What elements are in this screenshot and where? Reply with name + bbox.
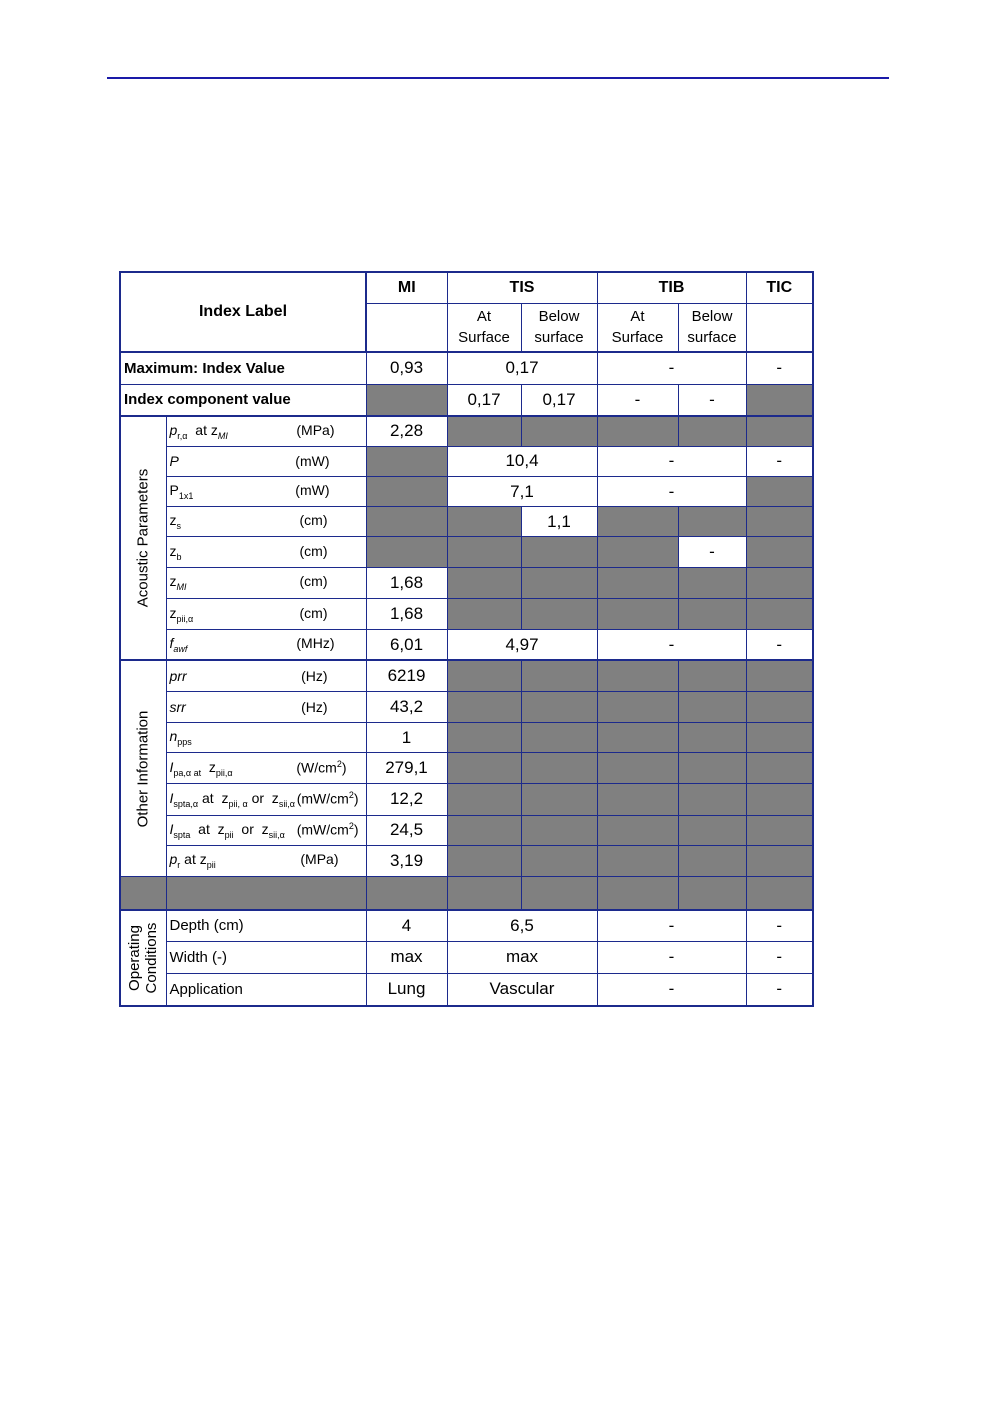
- p1x1-tis: 7,1: [447, 476, 597, 506]
- param-prr-label: prr: [169, 667, 187, 684]
- shaded-cell: [746, 476, 813, 506]
- tis-below-surface-header: [521, 303, 597, 352]
- tib-at-line2: Surface: [611, 329, 664, 347]
- tib-at-line1: At: [630, 308, 645, 326]
- param-fawf-unit: (MHz): [296, 635, 335, 652]
- param-srr-label: srr: [169, 698, 186, 715]
- component-tib-at: -: [597, 384, 678, 416]
- shaded-cell: [447, 598, 521, 629]
- shaded-cell: [521, 660, 597, 691]
- ipa-mi: 279,1: [366, 753, 447, 784]
- shaded-cell: [597, 877, 678, 910]
- shaded-cell: [597, 815, 678, 845]
- application-tic: -: [746, 973, 813, 1005]
- shaded-cell: [447, 815, 521, 845]
- ispta-alpha-mi: 12,2: [366, 784, 447, 815]
- shaded-cell: [521, 845, 597, 876]
- fawf-tib: -: [597, 630, 746, 660]
- shaded-cell: [521, 537, 597, 567]
- shaded-cell: [597, 660, 678, 691]
- shaded-cell: [597, 598, 678, 629]
- shaded-cell: [678, 416, 746, 446]
- prr-mi: 6219: [366, 660, 447, 691]
- component-tis-at: 0,17: [447, 384, 521, 416]
- shaded-cell: [597, 845, 678, 876]
- mi-subheader-empty: [366, 303, 447, 352]
- shaded-cell: [366, 446, 447, 476]
- component-tis-below: 0,17: [521, 384, 597, 416]
- param-p: [166, 446, 366, 476]
- max-index-mi: 0,93: [366, 352, 447, 384]
- mi-header: MI: [366, 272, 447, 303]
- fawf-tis: 4,97: [447, 630, 597, 660]
- shaded-cell: [447, 507, 521, 537]
- shaded-cell: [597, 507, 678, 537]
- max-index-tic: -: [746, 352, 813, 384]
- shaded-cell: [746, 877, 813, 910]
- operating-group-label-1: Operating: [126, 924, 144, 991]
- npps-mi: 1: [366, 722, 447, 752]
- shaded-cell: [597, 753, 678, 784]
- tis-below-line2: surface: [534, 329, 584, 347]
- shaded-cell: [746, 691, 813, 722]
- p-tis: 10,4: [447, 446, 597, 476]
- zmi-mi: 1,68: [366, 567, 447, 598]
- shaded-cell: [678, 660, 746, 691]
- tib-at-surface-header: [597, 303, 678, 352]
- max-index-tib: -: [597, 352, 746, 384]
- tib-below-line1: Below: [691, 308, 733, 326]
- header-rule: [107, 77, 889, 79]
- shaded-cell: [746, 815, 813, 845]
- shaded-cell: [678, 877, 746, 910]
- shaded-cell: [678, 722, 746, 752]
- shaded-cell: [521, 416, 597, 446]
- param-srr-unit: (Hz): [301, 698, 328, 715]
- shaded-cell: [521, 753, 597, 784]
- shaded-cell: [746, 567, 813, 598]
- other-group-label: Other Information: [134, 710, 152, 827]
- shaded-cell: [597, 784, 678, 815]
- shaded-cell: [746, 416, 813, 446]
- shaded-cell: [447, 567, 521, 598]
- param-zs-unit: (cm): [299, 512, 328, 529]
- param-pr: $p_r$ at $z_{pii}$ (MPa): [166, 845, 366, 876]
- width-tic: -: [746, 942, 813, 973]
- shaded-cell: [521, 567, 597, 598]
- shaded-cell: [447, 753, 521, 784]
- zb-tib-below: -: [678, 537, 746, 567]
- param-ispta-unit: (mW/cm: [296, 821, 349, 838]
- depth-tic: -: [746, 910, 813, 942]
- param-zpii: $z_{pii,\alpha}$ (cm): [166, 598, 366, 629]
- param-p-label: P: [169, 453, 179, 470]
- fawf-mi: 6,01: [366, 630, 447, 660]
- component-tic-blank: [746, 384, 813, 416]
- param-zb-unit: (cm): [299, 542, 328, 559]
- param-zs: $z_s$ (cm): [166, 507, 366, 537]
- width-tis: max: [447, 942, 597, 973]
- shaded-cell: [521, 598, 597, 629]
- shaded-cell: [746, 537, 813, 567]
- acoustic-group-cell: [120, 416, 166, 660]
- param-p1x1: $P_{1x1}$ (mW): [166, 476, 366, 506]
- shaded-cell: [447, 691, 521, 722]
- tis-at-line2: Surface: [458, 329, 510, 347]
- param-pr-alpha: $p_{r,\alpha}$ at $z_{MI}$ (MPa): [166, 416, 366, 446]
- shaded-cell: [521, 815, 597, 845]
- param-zb: $z_b$ (cm): [166, 537, 366, 567]
- shaded-cell: [597, 691, 678, 722]
- tic-subheader-empty: [746, 303, 813, 352]
- shaded-cell: [678, 567, 746, 598]
- shaded-cell: [366, 476, 447, 506]
- operating-group-label-2: Conditions: [143, 922, 161, 993]
- shaded-cell: [678, 784, 746, 815]
- zs-tis-below: 1,1: [521, 507, 597, 537]
- width-tib: -: [597, 942, 746, 973]
- tib-below-surface-header: [678, 303, 746, 352]
- tis-header: TIS: [447, 272, 597, 303]
- shaded-cell: [746, 722, 813, 752]
- shaded-cell: [521, 722, 597, 752]
- shaded-cell: [120, 877, 166, 910]
- shaded-cell: [746, 660, 813, 691]
- shaded-cell: [597, 722, 678, 752]
- tib-below-line2: surface: [687, 329, 737, 347]
- p-tic: -: [746, 446, 813, 476]
- param-fawf: $f_{awf}$ (MHz): [166, 630, 366, 660]
- shaded-cell: [597, 537, 678, 567]
- param-p1x1-unit: (mW): [295, 482, 330, 499]
- shaded-cell: [746, 598, 813, 629]
- shaded-cell: [746, 507, 813, 537]
- application-mi: Lung: [366, 973, 447, 1005]
- param-srr: [166, 691, 366, 722]
- shaded-cell: [746, 753, 813, 784]
- param-prr: [166, 660, 366, 691]
- shaded-cell: [521, 877, 597, 910]
- shaded-cell: [678, 691, 746, 722]
- shaded-cell: [678, 815, 746, 845]
- shaded-cell: [447, 416, 521, 446]
- param-pr-alpha-unit: (MPa): [296, 421, 335, 438]
- p-tib: -: [597, 446, 746, 476]
- tis-at-surface-header: [447, 303, 521, 352]
- shaded-cell: [366, 537, 447, 567]
- application-tis: Vascular: [447, 973, 597, 1005]
- depth-mi: 4: [366, 910, 447, 942]
- other-group-cell: [120, 660, 166, 877]
- shaded-cell: [447, 722, 521, 752]
- shaded-cell: [678, 598, 746, 629]
- max-index-tis: 0,17: [447, 352, 597, 384]
- shaded-cell: [447, 660, 521, 691]
- shaded-cell: [447, 537, 521, 567]
- param-zmi-unit: (cm): [299, 573, 328, 590]
- zpii-mi: 1,68: [366, 598, 447, 629]
- shaded-cell: [166, 877, 366, 910]
- depth-tib: -: [597, 910, 746, 942]
- shaded-cell: [521, 784, 597, 815]
- param-zmi: $z_{MI}$ (cm): [166, 567, 366, 598]
- shaded-cell: [521, 691, 597, 722]
- param-p-unit: (mW): [295, 453, 330, 470]
- fawf-tic: -: [746, 630, 813, 660]
- max-index-label: Maximum: Index Value: [120, 352, 366, 384]
- param-ipa: $I_{pa,\alpha at}$ $z_{pii,\alpha}$ $(W/cm^2)$: [166, 753, 366, 784]
- width-mi: max: [366, 942, 447, 973]
- tic-header: TIC: [746, 272, 813, 303]
- shaded-cell: [597, 416, 678, 446]
- shaded-cell: [678, 845, 746, 876]
- component-mi-blank: [366, 384, 447, 416]
- shaded-cell: [746, 784, 813, 815]
- ispta-mi: 24,5: [366, 815, 447, 845]
- param-ispta-alpha: $I_{spta,\alpha}$ at $z_{pii, \alpha}$ or $z_{sii,\alpha}$ $(mW/cm^2)$: [166, 784, 366, 815]
- param-ispta-alpha-unit: (mW/cm: [296, 790, 349, 807]
- p1x1-tib: -: [597, 476, 746, 506]
- tis-below-line1: Below: [538, 308, 580, 326]
- shaded-cell: [366, 507, 447, 537]
- pr-alpha-mi: 2,28: [366, 416, 447, 446]
- shaded-cell: [366, 877, 447, 910]
- param-ipa-unit: (W/cm: [296, 759, 337, 776]
- application-tib: -: [597, 973, 746, 1005]
- shaded-cell: [678, 507, 746, 537]
- param-prr-unit: (Hz): [301, 667, 328, 684]
- shaded-cell: [447, 784, 521, 815]
- param-npps: $n_{pps}$: [166, 722, 366, 752]
- index-label-header: Index Label: [120, 272, 366, 352]
- depth-tis: 6,5: [447, 910, 597, 942]
- application-label: Application: [166, 973, 366, 1005]
- acoustic-group-label: Acoustic Parameters: [134, 468, 152, 608]
- component-label: Index component value: [120, 384, 366, 416]
- param-ispta: $I_{spta}$ at $z_{pii}$ or $z_{sii,\alpha}$ $(mW/cm^2)$: [166, 815, 366, 845]
- acoustic-output-table: [119, 271, 877, 1007]
- width-label: Width (-): [166, 942, 366, 973]
- tis-at-line1: At: [476, 308, 492, 326]
- depth-label: Depth (cm): [166, 910, 366, 942]
- shaded-cell: [447, 845, 521, 876]
- operating-group-cell: [120, 910, 166, 1006]
- component-tib-below: -: [678, 384, 746, 416]
- shaded-cell: [597, 567, 678, 598]
- srr-mi: 43,2: [366, 691, 447, 722]
- shaded-cell: [678, 753, 746, 784]
- tib-header: TIB: [597, 272, 746, 303]
- shaded-cell: [746, 845, 813, 876]
- param-pr-unit: (MPa): [300, 851, 339, 868]
- pr-mi: 3,19: [366, 845, 447, 876]
- param-zpii-unit: (cm): [299, 604, 328, 621]
- shaded-cell: [447, 877, 521, 910]
